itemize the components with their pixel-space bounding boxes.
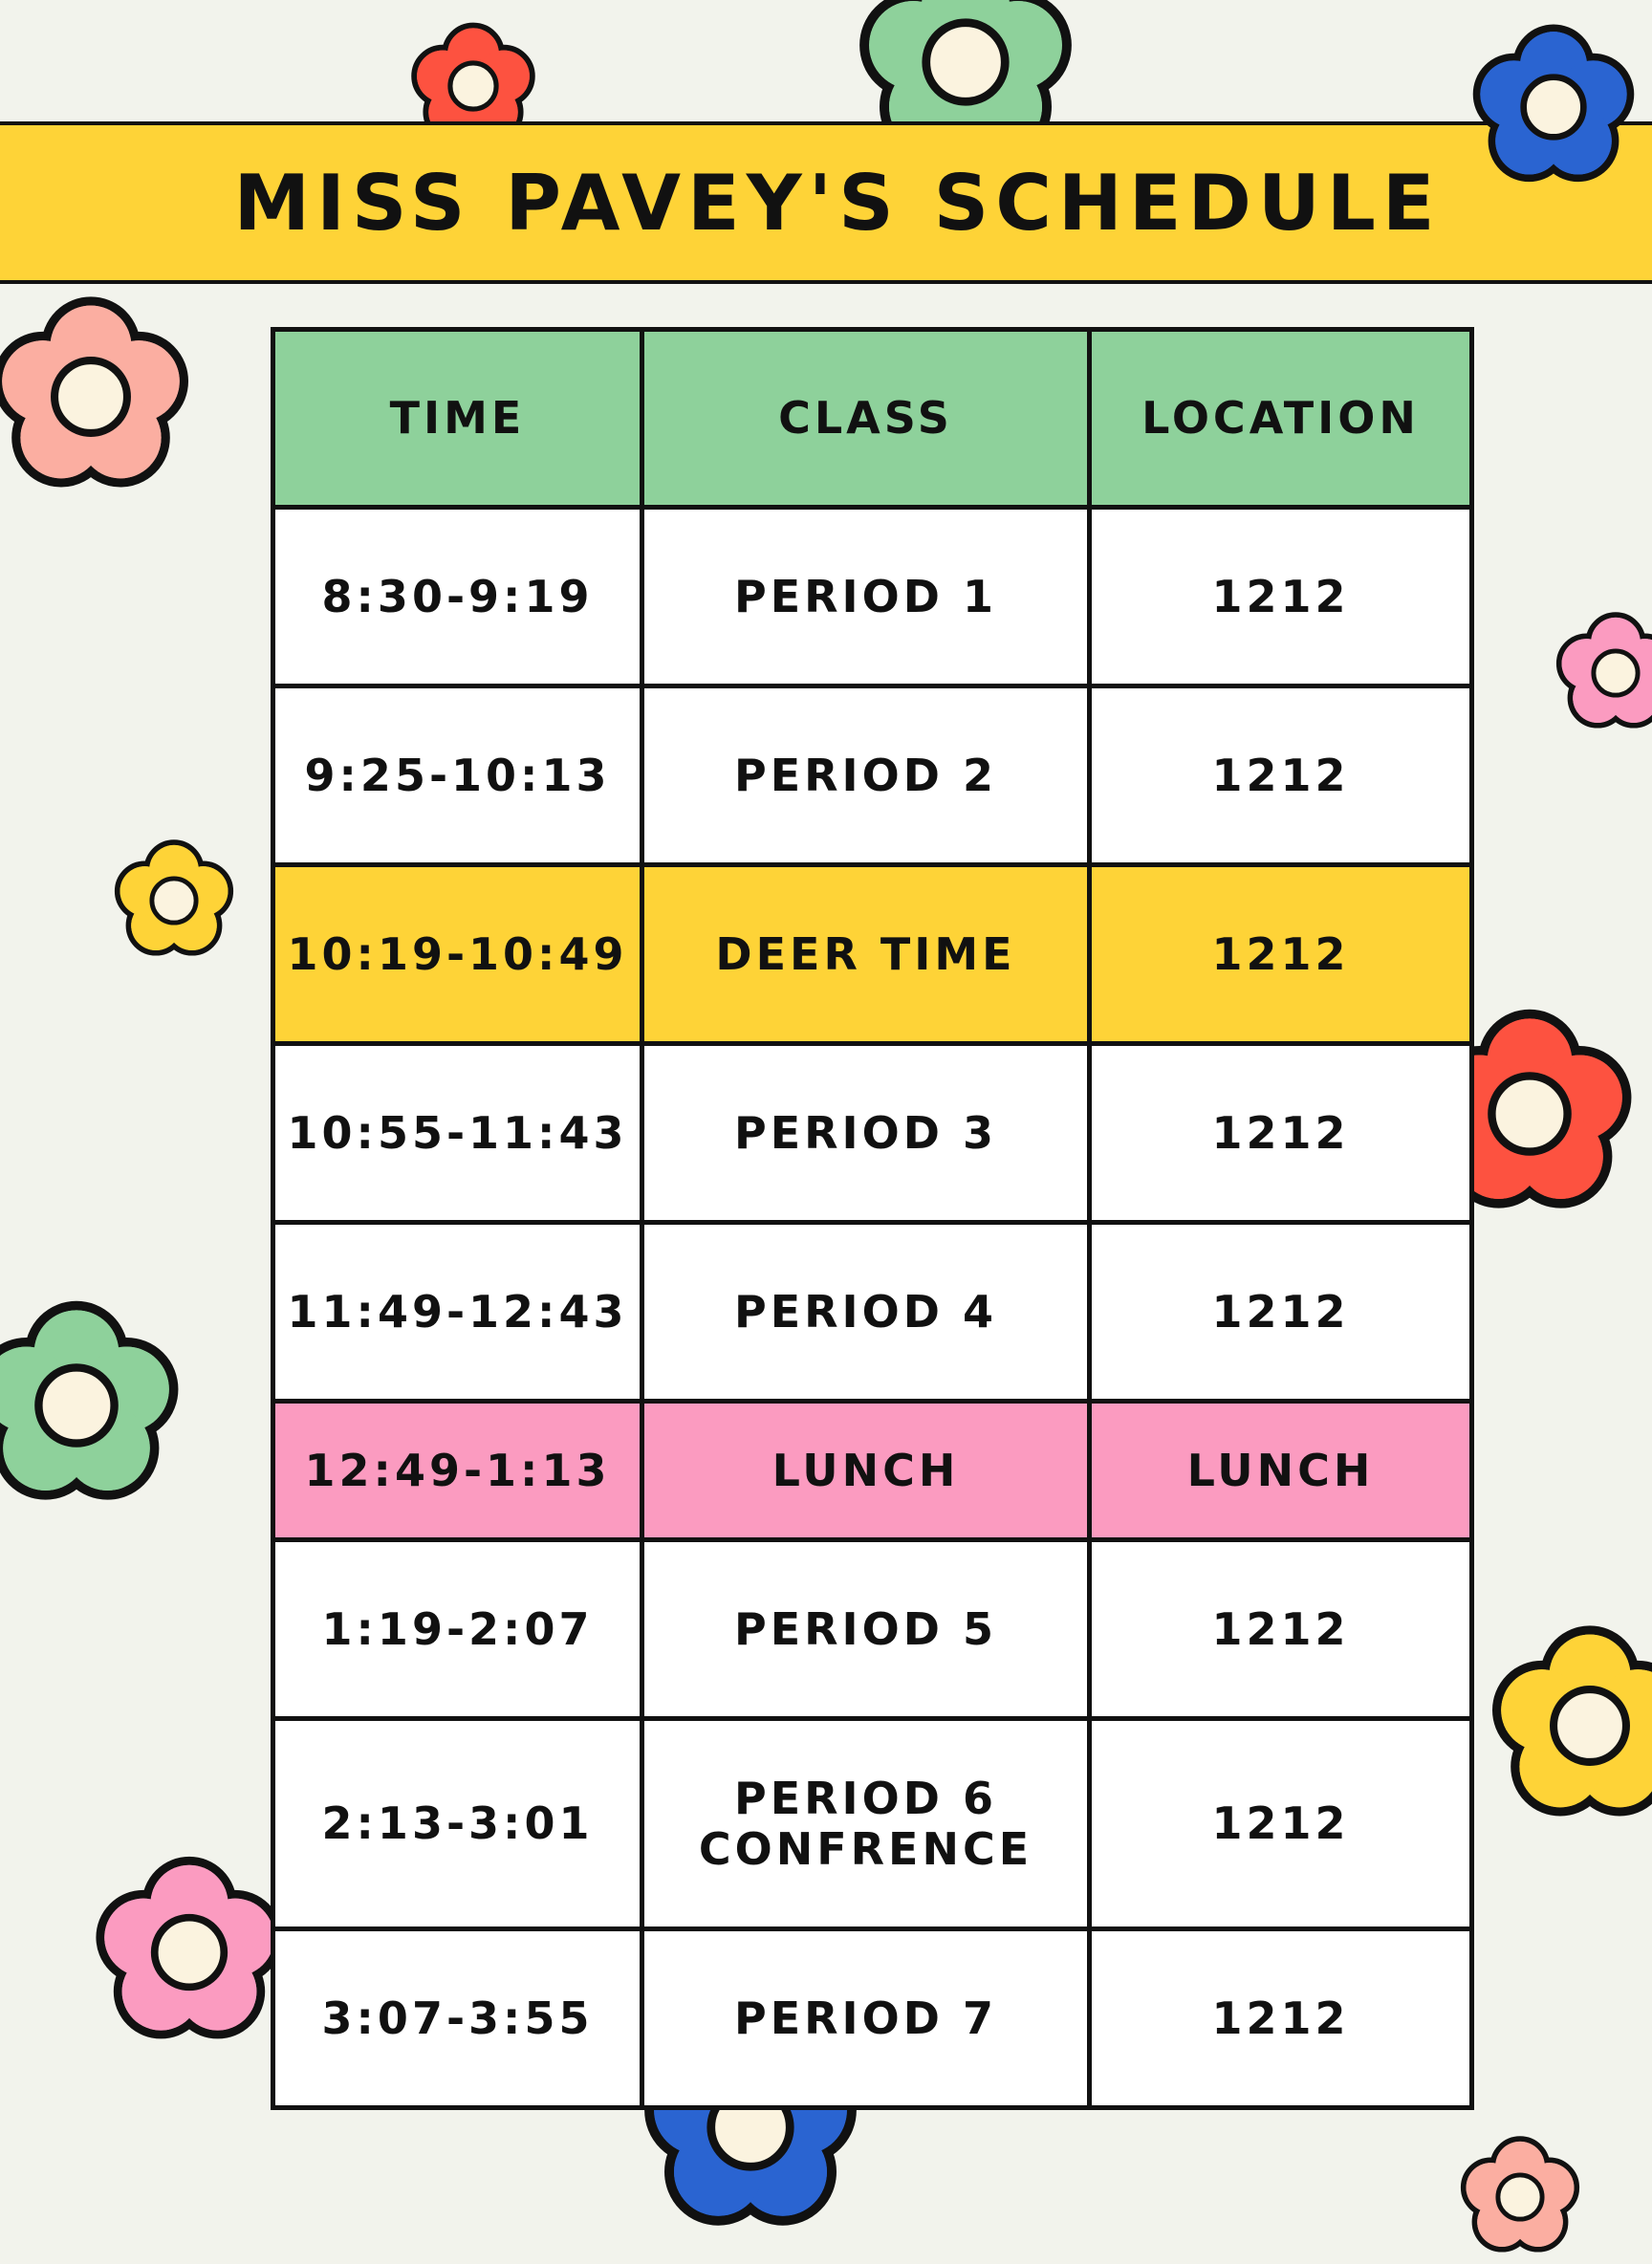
flower-icon — [0, 287, 201, 507]
cell-location: 1212 — [1090, 1540, 1472, 1719]
flower-icon — [107, 834, 241, 968]
cell-location: 1212 — [1090, 865, 1472, 1044]
table-row — [273, 1540, 1472, 1719]
cell-time: 3:07-3:55 — [273, 1929, 642, 2108]
cell-class: PERIOD 2 — [642, 686, 1090, 865]
cell-class-line2: CONFRENCE — [698, 1822, 1033, 1875]
cell-location: 1212 — [1090, 508, 1472, 686]
title-banner — [0, 121, 1652, 284]
table-row — [273, 508, 1472, 686]
flower-icon — [1480, 1616, 1652, 1836]
flower-icon — [84, 1847, 294, 2057]
cell-class — [642, 1719, 1090, 1929]
cell-location: 1212 — [1090, 686, 1472, 865]
cell-time: 12:49-1:13 — [273, 1402, 642, 1540]
cell-time: 11:49-12:43 — [273, 1223, 642, 1402]
table-header-row — [273, 330, 1472, 508]
table-row — [273, 1719, 1472, 1929]
cell-class: PERIOD 7 — [642, 1929, 1090, 2108]
header-time: TIME — [273, 330, 642, 508]
cell-location: 1212 — [1090, 1044, 1472, 1223]
table-row — [273, 686, 1472, 865]
cell-time: 2:13-3:01 — [273, 1719, 642, 1929]
flower-icon — [1549, 606, 1652, 740]
cell-class: PERIOD 3 — [642, 1044, 1090, 1223]
page-title: MISS PAVEY'S SCHEDULE — [233, 158, 1442, 248]
cell-time: 10:55-11:43 — [273, 1044, 642, 1223]
table-row — [273, 1044, 1472, 1223]
cell-class: PERIOD 4 — [642, 1223, 1090, 1402]
table-row — [273, 1929, 1472, 2108]
cell-time: 8:30-9:19 — [273, 508, 642, 686]
cell-time: 10:19-10:49 — [273, 865, 642, 1044]
table-row-deer-time — [273, 865, 1472, 1044]
cell-class-line1: PERIOD 6 — [734, 1772, 997, 1824]
table-row-lunch — [273, 1402, 1472, 1540]
cell-class: LUNCH — [642, 1402, 1090, 1540]
header-location: LOCATION — [1090, 330, 1472, 508]
flower-icon — [1453, 2130, 1587, 2264]
cell-class: DEER TIME — [642, 865, 1090, 1044]
cell-class: PERIOD 1 — [642, 508, 1090, 686]
table-row — [273, 1223, 1472, 1402]
cell-location: LUNCH — [1090, 1402, 1472, 1540]
header-class: CLASS — [642, 330, 1090, 508]
schedule-table — [271, 327, 1474, 2110]
cell-time: 9:25-10:13 — [273, 686, 642, 865]
cell-location: 1212 — [1090, 1929, 1472, 2108]
cell-location: 1212 — [1090, 1719, 1472, 1929]
cell-location: 1212 — [1090, 1223, 1472, 1402]
flower-icon — [1463, 16, 1644, 198]
flower-icon — [0, 1291, 191, 1520]
cell-time: 1:19-2:07 — [273, 1540, 642, 1719]
cell-class: PERIOD 5 — [642, 1540, 1090, 1719]
